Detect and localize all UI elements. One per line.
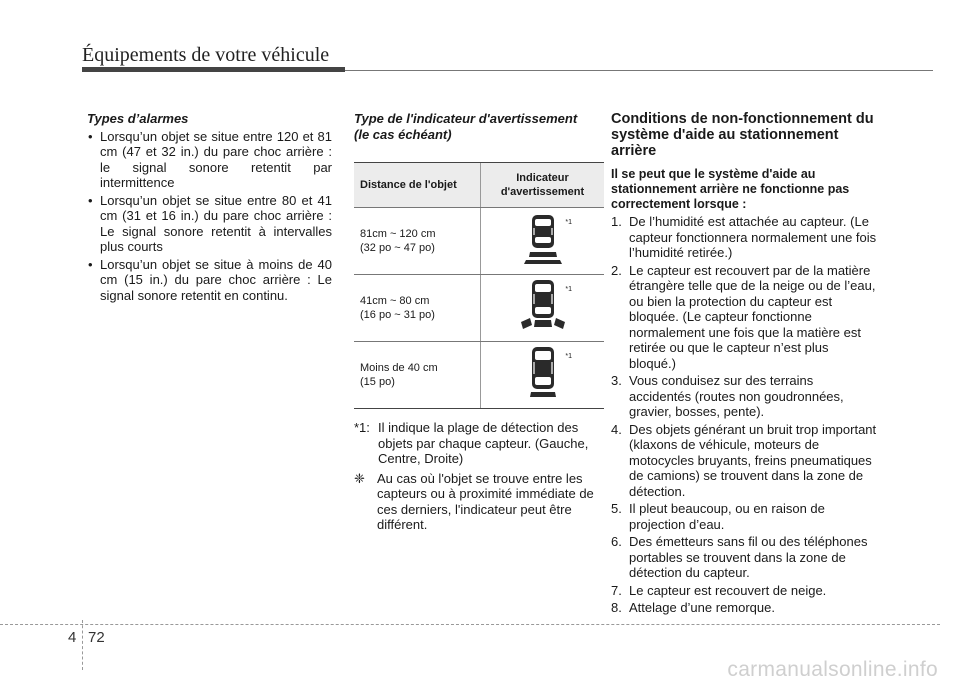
note [354,471,604,533]
alarm-types-list [87,129,332,304]
item-number: 7. [611,582,622,598]
item-text: Le capteur est recouvert par de la matière étrangère telle que de la neige ou de l’eau, ou bien la protection du capteur est bloquée. (Le capteur fonctionne normalement une fois que la matière est retirée ou que le capteur n’est plus bloqué.) [629,262,876,371]
list-item [611,534,879,581]
footnote-mark: *1 [565,286,572,293]
non-operation-heading: Conditions de non-fonctionnement du système d'aide au stationnement arrière [611,111,874,159]
table-row [354,342,604,409]
table-header-distance: Distance de l'objet [354,163,481,208]
indicator-heading-line2: (le cas échéant) [354,126,452,142]
distance-value: 41cm ~ 80 cm [360,295,430,307]
item-number: 3. [611,373,622,388]
item-number: 4. [611,421,622,437]
item-text: Des objets générant un bruit trop important (klaxons de véhicule, moteurs de motocycles bruyants, freins pneumatiques de camions) se trouvent dans la zone de détection. [629,421,877,499]
footnote [354,420,604,467]
list-item [611,263,879,372]
indicator-notes [354,420,604,533]
list-item: • Lorsqu’un objet se situe entre 80 et 41 cm (31 et 16 in.) du pare choc arrière : Le signal sonore retentit à intervalles plus courts [87,193,332,255]
distance-cell [354,342,481,409]
item-number: 5. [611,501,622,516]
distance-value: 81cm ~ 120 cm [360,228,436,240]
footnote-mark: *1 [565,219,572,226]
item-number: 6. [611,534,622,549]
column-non-operation [611,111,879,618]
item-text: De l’humidité est attachée au capteur. (Le capteur fonctionnera normalement une fois l’humidité retirée.) [629,214,877,260]
item-text: Des émetteurs sans fil ou des téléphones portables se trouvent dans la zone de détection du capteur. [629,534,868,580]
distance-value-imperial: (16 po ~ 31 po) [360,309,435,321]
indicator-heading-line1: Type de l'indicateur d'avertissement [354,111,578,126]
alarm-types-heading: Types d’alarmes [87,111,189,126]
header-rule [345,70,933,71]
list-item: • Lorsqu’un objet se situe entre 120 et 81 cm (47 et 32 in.) du pare choc arrière : le signal sonore retentit par intermittence [87,129,332,191]
car-top-view-icon [513,211,573,267]
list-item [611,583,879,599]
note-mark: ❈ [354,470,365,486]
footer-rule [0,624,940,625]
item-number: 1. [611,214,622,229]
list-item [611,214,879,261]
footnote-mark: *1 [565,353,572,360]
watermark: carmanualsonline.info [727,658,938,681]
note-text: Au cas où l'objet se trouve entre les capteurs ou à proximité immédiate de ces derniers, l'indicateur peut être différent. [377,470,594,532]
header-bar [82,67,345,72]
table-header-row [354,163,604,208]
column-alarm-types [87,111,332,305]
distance-value-imperial: (15 po) [360,376,395,388]
item-text: Attelage d’une remorque. [629,600,775,615]
non-operation-intro: Il se peut que le système d'aide au stationnement arrière ne fonctionne pas correctement lorsque : [611,167,850,211]
car-top-view-icon [513,345,573,401]
indicator-table [354,162,604,409]
item-text: Vous conduisez sur des terrains accidentés (routes non goudronnées, gravier, bosses, pente). [629,373,844,419]
chapter-number: 4 [68,629,77,646]
footnote-mark: *1: [354,420,370,435]
distance-value-imperial: (32 po ~ 47 po) [360,242,435,254]
distance-cell [354,275,481,342]
indicator-cell [481,275,605,342]
distance-cell [354,208,481,275]
list-item [611,422,879,500]
page-number: 72 [88,629,105,646]
list-item [611,501,879,532]
item-text: Il pleut beaucoup, ou en raison de projection d’eau. [629,501,825,532]
item-number: 8. [611,600,622,615]
indicator-heading [354,111,604,142]
column-indicator-type [354,111,604,537]
distance-value: Moins de 40 cm [360,362,438,374]
item-text: Le capteur est recouvert de neige. [629,582,827,598]
indicator-cell [481,342,605,409]
list-item: • Lorsqu’un objet se situe à moins de 40 cm (15 in.) du pare choc arrière : Le signal sonore retentit en continu. [87,257,332,304]
table-row [354,208,604,275]
list-item [611,373,879,420]
car-top-view-icon [513,278,573,334]
table-header-indicator: Indicateur d'avertissement [481,163,605,208]
footnote-text: Il indique la plage de détection des objets par chaque capteur. (Gauche, Centre, Droite) [378,420,589,466]
page-header-title: Équipements de votre véhicule [82,44,330,66]
indicator-cell [481,208,605,275]
footer-divider [82,620,83,670]
list-item [611,600,879,616]
non-operation-list [611,214,879,616]
table-row [354,275,604,342]
item-number: 2. [611,262,622,278]
